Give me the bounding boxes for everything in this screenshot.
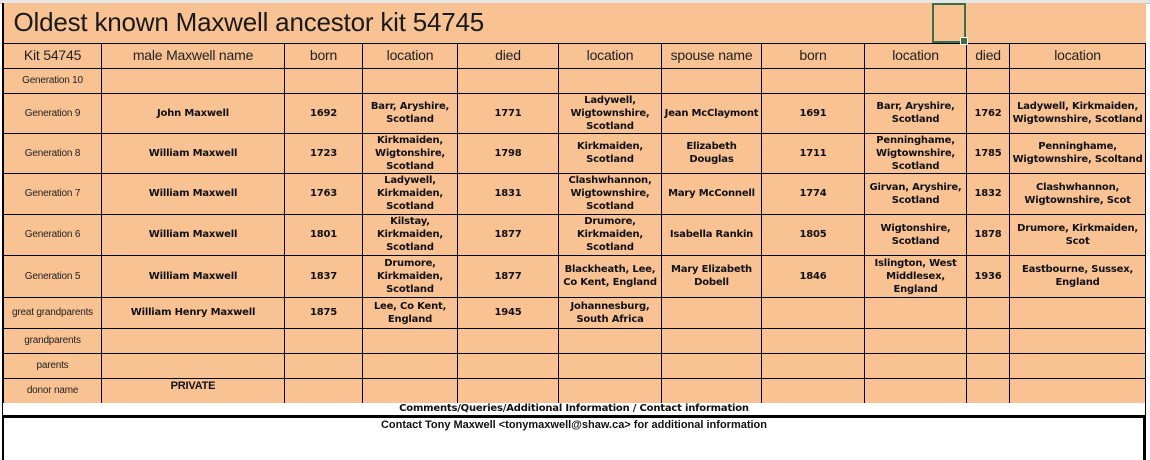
born-cell[interactable]	[285, 328, 363, 353]
table-row	[4, 255, 1146, 297]
header-died[interactable]: died	[458, 43, 559, 68]
spouse-died-location-cell[interactable]: Ladywell, Kirkmaiden, Wigtownshire, Scotland	[1010, 93, 1146, 133]
spouse-died-cell[interactable]	[967, 297, 1010, 328]
died-cell[interactable]	[458, 68, 559, 93]
cell-selection-box[interactable]	[932, 3, 966, 43]
spouse-name-cell[interactable]	[662, 353, 762, 378]
header-spouse-born[interactable]: born	[762, 43, 865, 68]
generation-label[interactable]: Generation 5	[4, 255, 102, 297]
spouse-name-cell[interactable]: Elizabeth Douglas	[662, 133, 762, 173]
spouse-name-cell[interactable]: Jean McClaymont	[662, 93, 762, 133]
spouse-born-cell[interactable]	[762, 297, 865, 328]
died-location-cell[interactable]: Ladywell, Wigtownshire, Scotland	[559, 93, 662, 133]
spouse-died-location-cell[interactable]	[1010, 353, 1146, 378]
died-location-cell[interactable]	[559, 378, 662, 403]
header-spouse-died-location[interactable]: location	[1010, 43, 1146, 68]
born-cell[interactable]	[285, 378, 363, 403]
spouse-died-cell[interactable]	[967, 328, 1010, 353]
spouse-name-cell[interactable]	[662, 68, 762, 93]
born-cell[interactable]: 1692	[285, 93, 363, 133]
male-name-cell[interactable]	[102, 328, 285, 353]
spouse-born-location-cell[interactable]: Penninghame, Wigtownshire, Scotland	[865, 133, 967, 173]
born-cell[interactable]: 1875	[285, 297, 363, 328]
spouse-died-cell[interactable]	[967, 353, 1010, 378]
table-row	[4, 378, 1146, 403]
header-spouse-born-location[interactable]: location	[865, 43, 967, 68]
born-cell[interactable]: 1763	[285, 173, 363, 214]
table-row	[4, 173, 1146, 214]
generation-label[interactable]: Generation 6	[4, 214, 102, 255]
died-location-cell[interactable]	[559, 353, 662, 378]
male-name-cell[interactable]: William Maxwell	[102, 214, 285, 255]
spouse-born-cell[interactable]: 1805	[762, 214, 865, 255]
born-cell[interactable]: 1837	[285, 255, 363, 297]
spouse-born-location-cell[interactable]	[865, 68, 967, 93]
spouse-died-cell[interactable]: 1878	[967, 214, 1010, 255]
male-name-cell[interactable]: William Maxwell	[102, 133, 285, 173]
born-cell[interactable]: 1801	[285, 214, 363, 255]
spouse-born-cell[interactable]: 1691	[762, 93, 865, 133]
table-row	[4, 297, 1146, 328]
sheet-title[interactable]: Oldest known Maxwell ancestor kit 54745	[4, 3, 967, 43]
spouse-born-location-cell[interactable]: Islington, West Middlesex, England	[865, 255, 967, 297]
spouse-died-location-cell[interactable]	[1010, 378, 1146, 403]
born-location-cell[interactable]	[363, 353, 458, 378]
selected-cell[interactable]	[967, 3, 1010, 43]
spouse-born-cell[interactable]	[762, 353, 865, 378]
died-cell[interactable]: 1831	[458, 173, 559, 214]
header-row	[4, 43, 1146, 68]
died-cell[interactable]: 1945	[458, 297, 559, 328]
spouse-born-location-cell[interactable]: Wigtonshire, Scotland	[865, 214, 967, 255]
header-died-location[interactable]: location	[559, 43, 662, 68]
male-name-cell[interactable]: William Maxwell	[102, 173, 285, 214]
contact-info[interactable]: Contact Tony Maxwell <tonymaxwell@shaw.ca> for additional information	[380, 419, 767, 431]
born-cell[interactable]	[285, 353, 363, 378]
generation-label[interactable]: Generation 8	[4, 133, 102, 173]
table-row	[4, 328, 1146, 353]
spouse-died-cell[interactable]: 1936	[967, 255, 1010, 297]
title-row-cell[interactable]	[1010, 3, 1146, 43]
died-location-cell[interactable]: Johannesburg, South Africa	[559, 297, 662, 328]
generation-label[interactable]: Generation 9	[4, 93, 102, 133]
spouse-died-location-cell[interactable]: Drumore, Kirkmaiden, Scot	[1010, 214, 1146, 255]
spouse-name-cell[interactable]: Isabella Rankin	[662, 214, 762, 255]
spouse-name-cell[interactable]: Mary Elizabeth Dobell	[662, 255, 762, 297]
spouse-died-location-cell[interactable]	[1010, 328, 1146, 353]
died-location-cell[interactable]: Kirkmaiden, Scotland	[559, 133, 662, 173]
born-location-cell[interactable]: Drumore, Kirkmaiden, Scotland	[363, 255, 458, 297]
spouse-name-cell[interactable]	[662, 297, 762, 328]
died-cell[interactable]: 1798	[458, 133, 559, 173]
male-name-cell[interactable]: John Maxwell	[102, 93, 285, 133]
spouse-born-location-cell[interactable]: Barr, Aryshire, Scotland	[865, 93, 967, 133]
died-location-cell[interactable]	[559, 68, 662, 93]
generation-label[interactable]: Generation 10	[4, 68, 102, 93]
born-location-cell[interactable]: Kirkmaiden, Wigtonshire, Scotland	[363, 133, 458, 173]
male-name-cell[interactable]: William Henry Maxwell	[102, 297, 285, 328]
spouse-died-location-cell[interactable]: Eastbourne, Sussex, England	[1010, 255, 1146, 297]
generation-label[interactable]: Generation 7	[4, 173, 102, 214]
table-row	[4, 133, 1146, 173]
spouse-born-location-cell[interactable]	[865, 353, 967, 378]
spouse-died-cell[interactable]: 1832	[967, 173, 1010, 214]
spouse-born-location-cell[interactable]: Girvan, Aryshire, Scotland	[865, 173, 967, 214]
spouse-name-cell[interactable]	[662, 378, 762, 403]
died-cell[interactable]: 1877	[458, 255, 559, 297]
spouse-died-cell[interactable]: 1762	[967, 93, 1010, 133]
spouse-died-cell[interactable]: 1785	[967, 133, 1010, 173]
died-cell[interactable]: 1877	[458, 214, 559, 255]
spouse-died-location-cell[interactable]: Penninghame, Wigtownshire, Scoltand	[1010, 133, 1146, 173]
died-cell[interactable]	[458, 328, 559, 353]
table-row	[4, 214, 1146, 255]
male-name-cell[interactable]	[102, 353, 285, 378]
died-location-cell[interactable]: Blackheath, Lee, Co Kent, England	[559, 255, 662, 297]
born-cell[interactable]: 1723	[285, 133, 363, 173]
spouse-born-cell[interactable]	[762, 378, 865, 403]
born-location-cell[interactable]: Kilstay, Kirkmaiden, Scotland	[363, 214, 458, 255]
title-row	[4, 3, 1146, 43]
header-spouse-name[interactable]: spouse name	[662, 43, 762, 68]
died-cell[interactable]	[458, 353, 559, 378]
spouse-died-location-cell[interactable]	[1010, 68, 1146, 93]
generation-label[interactable]: grandparents	[4, 328, 102, 353]
comments-label[interactable]: Comments/Queries/Additional Information / Contact information	[3, 403, 1145, 418]
born-location-cell[interactable]	[363, 328, 458, 353]
spouse-name-cell[interactable]: Mary McConnell	[662, 173, 762, 214]
spouse-died-location-cell[interactable]: Clashwhannon, Wigtownshire, Scot	[1010, 173, 1146, 214]
spouse-died-cell[interactable]	[967, 68, 1010, 93]
born-location-cell[interactable]: Lee, Co Kent, England	[363, 297, 458, 328]
born-location-cell[interactable]: Barr, Aryshire, Scotland	[363, 93, 458, 133]
spouse-born-cell[interactable]	[762, 328, 865, 353]
born-location-cell[interactable]	[363, 378, 458, 403]
spouse-died-location-cell[interactable]	[1010, 297, 1146, 328]
born-cell[interactable]	[285, 68, 363, 93]
ancestor-table	[3, 3, 1146, 404]
spouse-born-location-cell[interactable]	[865, 378, 967, 403]
generation-label[interactable]: parents	[4, 353, 102, 378]
header-born[interactable]: born	[285, 43, 363, 68]
born-location-cell[interactable]: Ladywell, Kirkmaiden, Scotland	[363, 173, 458, 214]
table-row	[4, 93, 1146, 133]
male-name-cell[interactable]: PRIVATE	[102, 378, 285, 403]
died-location-cell[interactable]: Clashwhannon, Wigtownshire, Scotland	[559, 173, 662, 214]
spouse-born-cell[interactable]: 1846	[762, 255, 865, 297]
died-location-cell[interactable]	[559, 328, 662, 353]
header-born-location[interactable]: location	[363, 43, 458, 68]
spouse-born-cell[interactable]: 1774	[762, 173, 865, 214]
spouse-died-cell[interactable]	[967, 378, 1010, 403]
fill-handle[interactable]	[960, 37, 968, 45]
spouse-name-cell[interactable]	[662, 328, 762, 353]
born-location-cell[interactable]	[363, 68, 458, 93]
died-cell[interactable]	[458, 378, 559, 403]
header-kit[interactable]: Kit 54745	[4, 43, 102, 68]
header-male-name[interactable]: male Maxwell name	[102, 43, 285, 68]
table-row	[4, 353, 1146, 378]
header-spouse-died[interactable]: died	[967, 43, 1010, 68]
spouse-born-location-cell[interactable]	[865, 297, 967, 328]
died-location-cell[interactable]: Drumore, Kirkmaiden, Scotland	[559, 214, 662, 255]
male-name-cell[interactable]	[102, 68, 285, 93]
spouse-born-cell[interactable]	[762, 68, 865, 93]
spouse-born-cell[interactable]: 1711	[762, 133, 865, 173]
male-name-cell[interactable]: William Maxwell	[102, 255, 285, 297]
table-row	[4, 68, 1146, 93]
spouse-born-location-cell[interactable]	[865, 328, 967, 353]
generation-label[interactable]: donor name	[4, 378, 102, 403]
generation-label[interactable]: great grandparents	[4, 297, 102, 328]
died-cell[interactable]: 1771	[458, 93, 559, 133]
